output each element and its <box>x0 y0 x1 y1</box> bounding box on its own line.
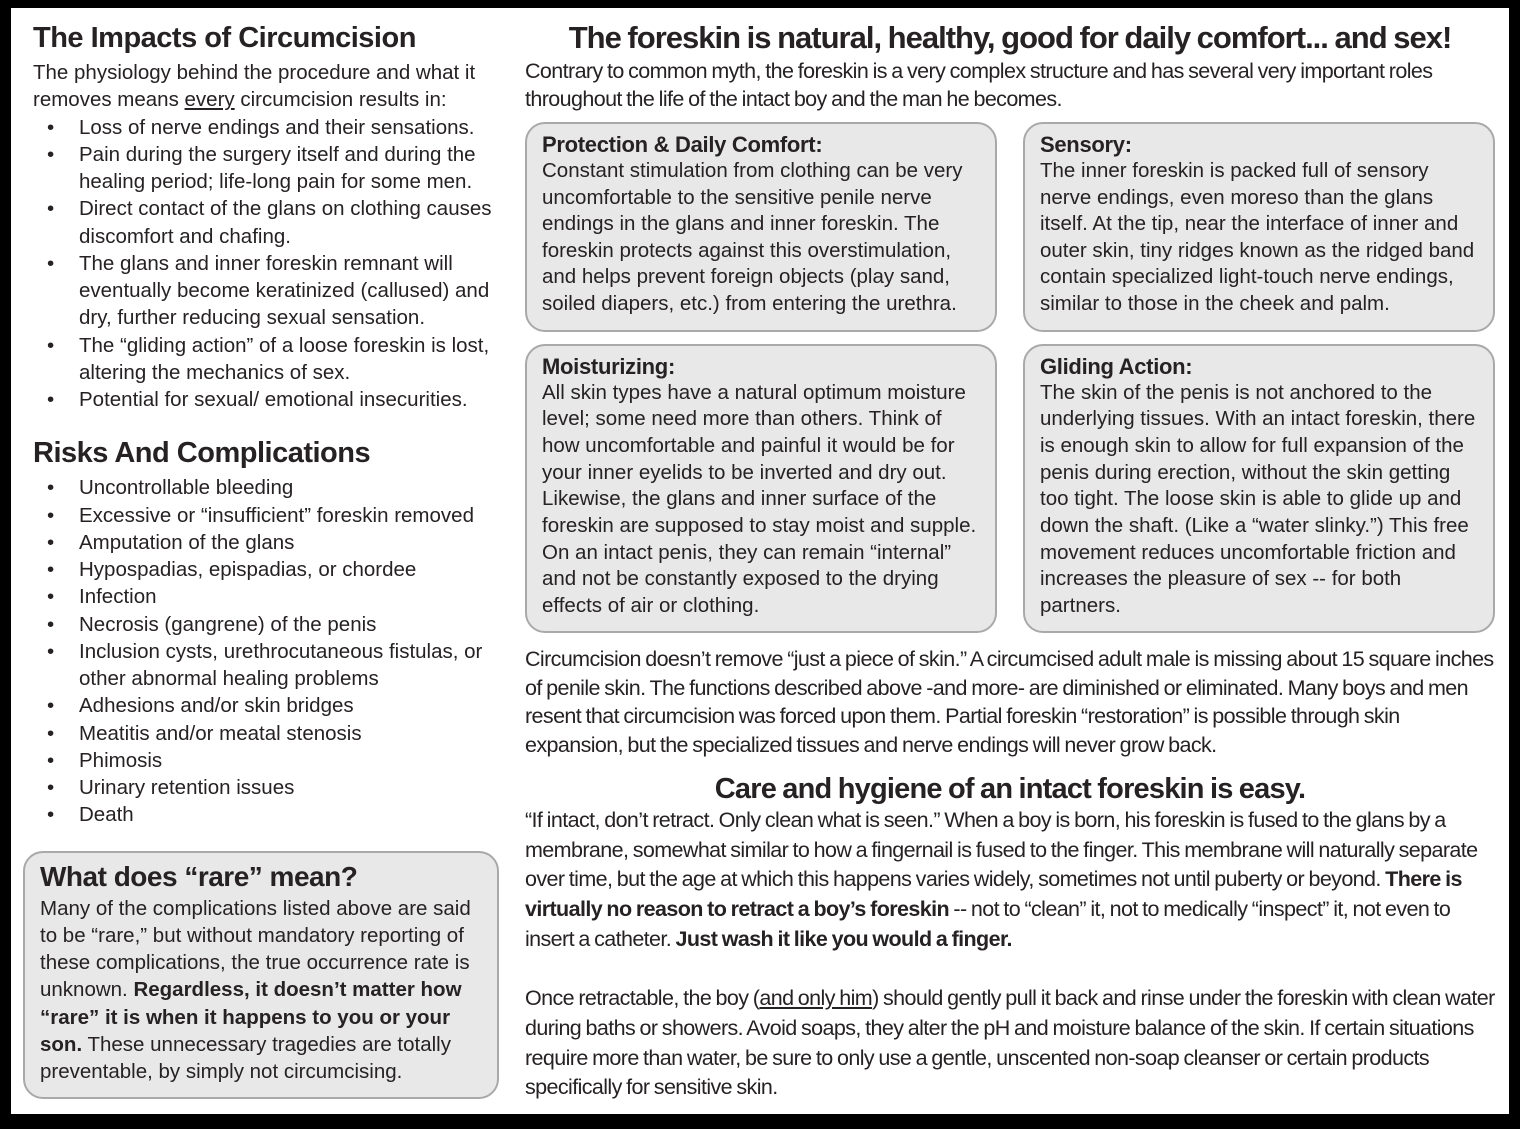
care-p1-bold-wash: Just wash it like you would a finger. <box>675 926 1012 951</box>
circumcision-summary-paragraph: Circumcision doesn’t remove “just a piece of skin.” A circumcised adult male is missing about 15 square inches of penile skin. The functions described above -and more- are diminished or eliminated. Many boys and men resent that circumcision was forced upon them. Partial foreskin “restoration” is possible through skin expansion, but the specialized tissues and nerve endings will never grow back. <box>525 647 1494 757</box>
care-p1-text-mid: -- not to “clean” it, not to medically “inspect” it, not even to insert a catheter. <box>525 896 1451 951</box>
moisturizing-text: All skin types have a natural optimum moisture level; some need more than others. Think of how uncomfortable and painful it would be for your inner eyelids to be inverted and dry out. Likewise, the glans and inner surface of the foreskin are supposed to stay moist and supple. On an intact penis, they can remain “internal” and not be constantly exposed to the drying effects of air or clothing. <box>542 380 977 617</box>
risk-bullet: • Meatitis and/or meatal stenosis <box>27 720 499 747</box>
risk-bullet: • Excessive or “insufficient” foreskin removed <box>27 502 499 529</box>
function-boxes-grid <box>525 122 1495 634</box>
sensory-text: The inner foreskin is packed full of sensory nerve endings, even moreso than the glans itself. At the tip, near the interface of inner and outer skin, tiny ridges known as the ridged band contain specialized light-touch nerve endings, similar to those in the cheek and palm. <box>1040 158 1475 316</box>
risks-bullet-list <box>27 474 499 828</box>
risk-bullet: • Infection <box>27 583 499 610</box>
impacts-intro-text-after: circumcision results in: <box>234 88 447 112</box>
risk-bullet: • Urinary retention issues <box>27 774 499 801</box>
risk-bullet: • Necrosis (gangrene) of the penis <box>27 611 499 638</box>
impacts-bullet: • Pain during the surgery itself and during the healing period; life-long pain for some men. <box>27 141 499 196</box>
care-paragraph-2 <box>525 984 1495 1103</box>
care-p2-underline: and only him <box>759 986 873 1011</box>
rare-meaning-box <box>23 851 499 1100</box>
rare-box-text-plain-after: These unnecessary tragedies are totally preventable, by simply not circumcising. <box>40 1032 451 1083</box>
right-column <box>525 20 1495 1104</box>
moisturizing-heading: Moisturizing: <box>542 353 675 379</box>
impacts-intro <box>33 59 499 114</box>
gliding-action-text: The skin of the penis is not anchored to the underlying tissues. With an intact foreskin, there is enough skin to allow for full expansion of the penis during erection, without the skin getting too tight. The loose skin is able to glide up and down the shaft. (Like a “water slinky.”) This free movement reduces uncomfortable friction and increases the pleasure of sex -- for both partners. <box>1040 380 1476 617</box>
rare-box-text-bold: Regardless, it doesn’t matter how “rare” it is when it happens to you or your son. <box>40 978 462 1056</box>
risk-bullet: • Amputation of the glans <box>27 529 499 556</box>
rare-box-heading: What does “rare” mean? <box>40 860 358 892</box>
sensory-heading: Sensory: <box>1040 131 1132 157</box>
gliding-action-box <box>1023 344 1495 634</box>
impacts-intro-text: The physiology behind the procedure and what it removes means <box>33 61 476 112</box>
care-hygiene-heading: Care and hygiene of an intact foreskin is easy. <box>714 772 1306 805</box>
risk-bullet: • Phimosis <box>27 747 499 774</box>
impacts-bullet: • The glans and inner foreskin remnant will eventually become keratinized (callused) and dry, further reducing sexual sensation. <box>27 250 499 332</box>
care-p1-bold-retract: There is virtually no reason to retract a boy’s foreskin <box>525 867 1462 921</box>
impacts-bullet: • Direct contact of the glans on clothing causes discomfort and chafing. <box>27 195 499 250</box>
impacts-intro-underline: every <box>184 88 235 112</box>
rare-box-text <box>40 895 482 1086</box>
protection-comfort-text: Constant stimulation from clothing can be very uncomfortable to the sensitive penile nerve endings in the glans and inner foreskin. The foreskin protects against this overstimulation, and helps prevent foreign objects (play sand, soiled diapers, etc.) from entering the urethra. <box>542 158 963 316</box>
foreskin-intro: Contrary to common myth, the foreskin is a very complex structure and has several very important roles throughout the life of the intact boy and the man he becomes. <box>525 59 1433 111</box>
page-columns <box>11 8 1509 1114</box>
care-p2-text: Once retractable, the boy ( <box>525 986 760 1011</box>
risks-heading: Risks And Complications <box>33 437 371 470</box>
care-paragraph-1 <box>525 806 1495 954</box>
protection-comfort-heading: Protection & Daily Comfort: <box>542 131 823 157</box>
risk-bullet: • Inclusion cysts, urethrocutaneous fistulas, or other abnormal healing problems <box>27 638 499 693</box>
rare-box-text-plain: Many of the complications listed above are said to be “rare,” but without mandatory reporting of these complications, the true occurrence rate is unknown. <box>40 896 471 1002</box>
impacts-bullet: • The “gliding action” of a loose foreskin is lost, altering the mechanics of sex. <box>27 332 499 387</box>
care-p1-text: “If intact, don’t retract. Only clean what is seen.” When a boy is born, his foreskin is fused to the glans by a membrane, somewhat similar to how a fingernail is fused to the finger. This membrane will naturally separate over time, but the age at which this happens varies widely, sometimes not until puberty or beyond. <box>525 807 1478 892</box>
impacts-bullet-list <box>27 114 499 414</box>
risk-bullet: • Uncontrollable bleeding <box>27 474 499 501</box>
care-p2-text-after: ) should gently pull it back and rinse under the foreskin with clean water during baths or showers. Avoid soaps, they alter the pH and moisture balance of the skin. If certain situations require more than water, be sure to only use a gentle, unscented non-soap cleanser or certain products specifically for sensitive skin. <box>525 986 1495 1100</box>
gliding-action-heading: Gliding Action: <box>1040 353 1193 379</box>
impacts-bullet: • Loss of nerve endings and their sensations. <box>27 114 499 141</box>
protection-comfort-box <box>525 122 997 332</box>
risk-bullet: • Hypospadias, epispadias, or chordee <box>27 556 499 583</box>
moisturizing-box <box>525 344 997 634</box>
impacts-heading: The Impacts of Circumcision <box>33 22 416 54</box>
impacts-bullet: • Potential for sexual/ emotional insecurities. <box>27 386 499 413</box>
sensory-box <box>1023 122 1495 332</box>
foreskin-heading: The foreskin is natural, healthy, good for daily comfort... and sex! <box>568 20 1452 55</box>
risk-bullet: • Death <box>27 801 499 828</box>
left-column <box>27 20 499 1104</box>
risk-bullet: • Adhesions and/or skin bridges <box>27 692 499 719</box>
